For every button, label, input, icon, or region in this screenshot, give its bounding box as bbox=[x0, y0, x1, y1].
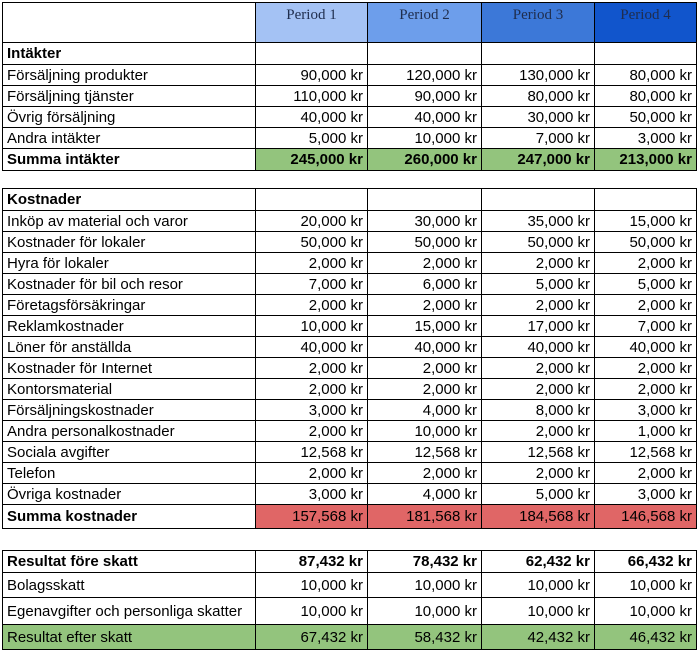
row-label[interactable]: Reklamkostnader bbox=[3, 316, 256, 337]
period-2-value[interactable]: 10,000 kr bbox=[368, 598, 482, 625]
table-row bbox=[3, 253, 697, 274]
period-2-value[interactable]: 90,000 kr bbox=[368, 86, 482, 107]
period-1-income-total[interactable]: 245,000 kr bbox=[256, 149, 368, 171]
period-3-value[interactable]: 12,568 kr bbox=[482, 442, 595, 463]
period-4-value[interactable]: 15,000 kr bbox=[595, 211, 697, 232]
period-3-value[interactable]: 2,000 kr bbox=[482, 421, 595, 442]
period-1-value[interactable]: 10,000 kr bbox=[256, 598, 368, 625]
period-1-value[interactable]: 10,000 kr bbox=[256, 573, 368, 598]
period-4-header[interactable]: Period 4 bbox=[595, 3, 697, 43]
empty-cell[interactable] bbox=[595, 43, 697, 65]
table-row bbox=[3, 400, 697, 421]
period-1-value[interactable]: 2,000 kr bbox=[256, 463, 368, 484]
result-after-tax-row bbox=[3, 625, 697, 650]
table-row bbox=[3, 358, 697, 379]
row-label[interactable]: Övrig försäljning bbox=[3, 107, 256, 128]
period-3-value[interactable]: 62,432 kr bbox=[482, 551, 595, 573]
period-4-value[interactable]: 2,000 kr bbox=[595, 295, 697, 316]
period-3-value[interactable]: 5,000 kr bbox=[482, 274, 595, 295]
period-1-value[interactable]: 87,432 kr bbox=[256, 551, 368, 573]
table-row bbox=[3, 86, 697, 107]
period-1-value[interactable]: 3,000 kr bbox=[256, 484, 368, 505]
period-2-value[interactable]: 2,000 kr bbox=[368, 463, 482, 484]
table-row bbox=[3, 211, 697, 232]
period-3-value[interactable]: 80,000 kr bbox=[482, 86, 595, 107]
period-2-value[interactable]: 6,000 kr bbox=[368, 274, 482, 295]
period-2-value[interactable]: 40,000 kr bbox=[368, 107, 482, 128]
corporate-tax-label[interactable]: Bolagsskatt bbox=[3, 573, 256, 598]
period-4-value[interactable]: 50,000 kr bbox=[595, 232, 697, 253]
period-1-value[interactable]: 90,000 kr bbox=[256, 65, 368, 86]
period-1-value[interactable]: 5,000 kr bbox=[256, 128, 368, 149]
period-4-value[interactable]: 1,000 kr bbox=[595, 421, 697, 442]
period-3-value[interactable]: 50,000 kr bbox=[482, 232, 595, 253]
period-3-costs-total[interactable]: 184,568 kr bbox=[482, 505, 595, 529]
period-3-value[interactable]: 7,000 kr bbox=[482, 128, 595, 149]
period-1-value[interactable]: 2,000 kr bbox=[256, 253, 368, 274]
costs-total-label[interactable]: Summa kostnader bbox=[3, 505, 256, 529]
period-2-value[interactable]: 2,000 kr bbox=[368, 295, 482, 316]
empty-cell[interactable] bbox=[368, 189, 482, 211]
income-total-row bbox=[3, 149, 697, 171]
period-3-value[interactable]: 2,000 kr bbox=[482, 379, 595, 400]
period-3-value[interactable]: 10,000 kr bbox=[482, 573, 595, 598]
row-label[interactable]: Hyra för lokaler bbox=[3, 253, 256, 274]
period-4-costs-total[interactable]: 146,568 kr bbox=[595, 505, 697, 529]
period-3-value[interactable]: 8,000 kr bbox=[482, 400, 595, 421]
period-1-value[interactable]: 2,000 kr bbox=[256, 295, 368, 316]
period-2-value[interactable]: 2,000 kr bbox=[368, 358, 482, 379]
income-title[interactable]: Intäkter bbox=[3, 43, 256, 65]
period-1-value[interactable]: 40,000 kr bbox=[256, 337, 368, 358]
row-label[interactable]: Andra intäkter bbox=[3, 128, 256, 149]
row-label[interactable]: Inköp av material och varor bbox=[3, 211, 256, 232]
period-2-value[interactable]: 4,000 kr bbox=[368, 484, 482, 505]
period-3-value[interactable]: 2,000 kr bbox=[482, 295, 595, 316]
row-label[interactable]: Kontorsmaterial bbox=[3, 379, 256, 400]
period-4-value[interactable]: 2,000 kr bbox=[595, 253, 697, 274]
period-4-value[interactable]: 50,000 kr bbox=[595, 107, 697, 128]
period-2-value[interactable]: 40,000 kr bbox=[368, 337, 482, 358]
table-row bbox=[3, 274, 697, 295]
period-4-value[interactable]: 3,000 kr bbox=[595, 128, 697, 149]
costs-total-row bbox=[3, 505, 697, 529]
period-2-value[interactable]: 10,000 kr bbox=[368, 421, 482, 442]
costs-title[interactable]: Kostnader bbox=[3, 189, 256, 211]
period-3-value[interactable]: 2,000 kr bbox=[482, 358, 595, 379]
income-total-label[interactable]: Summa intäkter bbox=[3, 149, 256, 171]
period-2-value[interactable]: 2,000 kr bbox=[368, 253, 482, 274]
period-1-value[interactable]: 40,000 kr bbox=[256, 107, 368, 128]
row-label[interactable]: Löner för anställda bbox=[3, 337, 256, 358]
period-4-value[interactable]: 66,432 kr bbox=[595, 551, 697, 573]
row-label[interactable]: Övriga kostnader bbox=[3, 484, 256, 505]
period-3-income-total[interactable]: 247,000 kr bbox=[482, 149, 595, 171]
row-label[interactable]: Företagsförsäkringar bbox=[3, 295, 256, 316]
period-2-value[interactable]: 58,432 kr bbox=[368, 625, 482, 650]
empty-cell[interactable] bbox=[482, 43, 595, 65]
period-3-value[interactable]: 17,000 kr bbox=[482, 316, 595, 337]
table-row bbox=[3, 65, 697, 86]
period-2-value[interactable]: 12,568 kr bbox=[368, 442, 482, 463]
period-4-value[interactable]: 80,000 kr bbox=[595, 65, 697, 86]
period-2-value[interactable]: 10,000 kr bbox=[368, 128, 482, 149]
period-1-value[interactable]: 3,000 kr bbox=[256, 400, 368, 421]
header-corner-cell[interactable] bbox=[3, 3, 256, 43]
period-2-value[interactable]: 10,000 kr bbox=[368, 573, 482, 598]
period-4-value[interactable]: 2,000 kr bbox=[595, 358, 697, 379]
period-3-value[interactable]: 30,000 kr bbox=[482, 107, 595, 128]
period-3-value[interactable]: 2,000 kr bbox=[482, 253, 595, 274]
row-label[interactable]: Kostnader för lokaler bbox=[3, 232, 256, 253]
period-1-header[interactable]: Period 1 bbox=[256, 3, 368, 43]
table-row bbox=[3, 316, 697, 337]
period-1-value[interactable]: 2,000 kr bbox=[256, 421, 368, 442]
period-4-value[interactable]: 7,000 kr bbox=[595, 316, 697, 337]
row-label[interactable]: Försäljning tjänster bbox=[3, 86, 256, 107]
period-1-value[interactable]: 67,432 kr bbox=[256, 625, 368, 650]
period-4-value[interactable]: 46,432 kr bbox=[595, 625, 697, 650]
row-label[interactable]: Kostnader för bil och resor bbox=[3, 274, 256, 295]
row-label[interactable]: Kostnader för Internet bbox=[3, 358, 256, 379]
personal-tax-label[interactable]: Egenavgifter och personliga skatter bbox=[3, 598, 256, 625]
table-row bbox=[3, 232, 697, 253]
empty-cell[interactable] bbox=[256, 43, 368, 65]
period-1-value[interactable]: 12,568 kr bbox=[256, 442, 368, 463]
period-3-value[interactable]: 10,000 kr bbox=[482, 598, 595, 625]
result-before-tax-row bbox=[3, 551, 697, 573]
period-4-value[interactable]: 10,000 kr bbox=[595, 598, 697, 625]
period-4-value[interactable]: 5,000 kr bbox=[595, 274, 697, 295]
empty-cell[interactable] bbox=[595, 189, 697, 211]
period-2-header[interactable]: Period 2 bbox=[368, 3, 482, 43]
period-2-value[interactable]: 120,000 kr bbox=[368, 65, 482, 86]
row-label[interactable]: Försäljningskostnader bbox=[3, 400, 256, 421]
period-1-value[interactable]: 50,000 kr bbox=[256, 232, 368, 253]
period-4-value[interactable]: 10,000 kr bbox=[595, 573, 697, 598]
period-4-income-total[interactable]: 213,000 kr bbox=[595, 149, 697, 171]
period-2-costs-total[interactable]: 181,568 kr bbox=[368, 505, 482, 529]
row-label[interactable]: Telefon bbox=[3, 463, 256, 484]
table-row bbox=[3, 107, 697, 128]
period-4-value[interactable]: 80,000 kr bbox=[595, 86, 697, 107]
period-4-value[interactable]: 2,000 kr bbox=[595, 379, 697, 400]
result-section bbox=[2, 550, 697, 650]
period-3-value[interactable]: 2,000 kr bbox=[482, 463, 595, 484]
period-1-value[interactable]: 20,000 kr bbox=[256, 211, 368, 232]
result-before-tax-label[interactable]: Resultat före skatt bbox=[3, 551, 256, 573]
period-1-value[interactable]: 7,000 kr bbox=[256, 274, 368, 295]
period-2-value[interactable]: 30,000 kr bbox=[368, 211, 482, 232]
period-3-value[interactable]: 40,000 kr bbox=[482, 337, 595, 358]
period-4-value[interactable]: 3,000 kr bbox=[595, 484, 697, 505]
table-row bbox=[3, 337, 697, 358]
period-1-value[interactable]: 10,000 kr bbox=[256, 316, 368, 337]
row-label[interactable]: Andra personalkostnader bbox=[3, 421, 256, 442]
period-2-value[interactable]: 2,000 kr bbox=[368, 379, 482, 400]
period-2-value[interactable]: 50,000 kr bbox=[368, 232, 482, 253]
table-row bbox=[3, 128, 697, 149]
personal-tax-row bbox=[3, 598, 697, 625]
table-row bbox=[3, 442, 697, 463]
table-row bbox=[3, 379, 697, 400]
period-3-value[interactable]: 35,000 kr bbox=[482, 211, 595, 232]
result-after-tax-label[interactable]: Resultat efter skatt bbox=[3, 625, 256, 650]
period-4-value[interactable]: 2,000 kr bbox=[595, 463, 697, 484]
empty-cell[interactable] bbox=[256, 189, 368, 211]
period-3-value[interactable]: 5,000 kr bbox=[482, 484, 595, 505]
row-label[interactable]: Försäljning produkter bbox=[3, 65, 256, 86]
period-3-value[interactable]: 130,000 kr bbox=[482, 65, 595, 86]
period-3-value[interactable]: 42,432 kr bbox=[482, 625, 595, 650]
period-1-costs-total[interactable]: 157,568 kr bbox=[256, 505, 368, 529]
period-4-value[interactable]: 12,568 kr bbox=[595, 442, 697, 463]
table-row bbox=[3, 463, 697, 484]
row-label[interactable]: Sociala avgifter bbox=[3, 442, 256, 463]
empty-cell[interactable] bbox=[368, 43, 482, 65]
income-section bbox=[2, 2, 697, 171]
empty-cell[interactable] bbox=[482, 189, 595, 211]
income-title-row bbox=[3, 43, 697, 65]
period-1-value[interactable]: 2,000 kr bbox=[256, 379, 368, 400]
period-1-value[interactable]: 110,000 kr bbox=[256, 86, 368, 107]
table-row bbox=[3, 295, 697, 316]
corporate-tax-row bbox=[3, 573, 697, 598]
period-2-value[interactable]: 78,432 kr bbox=[368, 551, 482, 573]
table-row bbox=[3, 484, 697, 505]
header-row bbox=[3, 3, 697, 43]
costs-section bbox=[2, 188, 697, 529]
period-1-value[interactable]: 2,000 kr bbox=[256, 358, 368, 379]
period-2-income-total[interactable]: 260,000 kr bbox=[368, 149, 482, 171]
table-row bbox=[3, 421, 697, 442]
period-3-header[interactable]: Period 3 bbox=[482, 3, 595, 43]
period-2-value[interactable]: 4,000 kr bbox=[368, 400, 482, 421]
period-2-value[interactable]: 15,000 kr bbox=[368, 316, 482, 337]
period-4-value[interactable]: 3,000 kr bbox=[595, 400, 697, 421]
period-4-value[interactable]: 40,000 kr bbox=[595, 337, 697, 358]
costs-title-row bbox=[3, 189, 697, 211]
